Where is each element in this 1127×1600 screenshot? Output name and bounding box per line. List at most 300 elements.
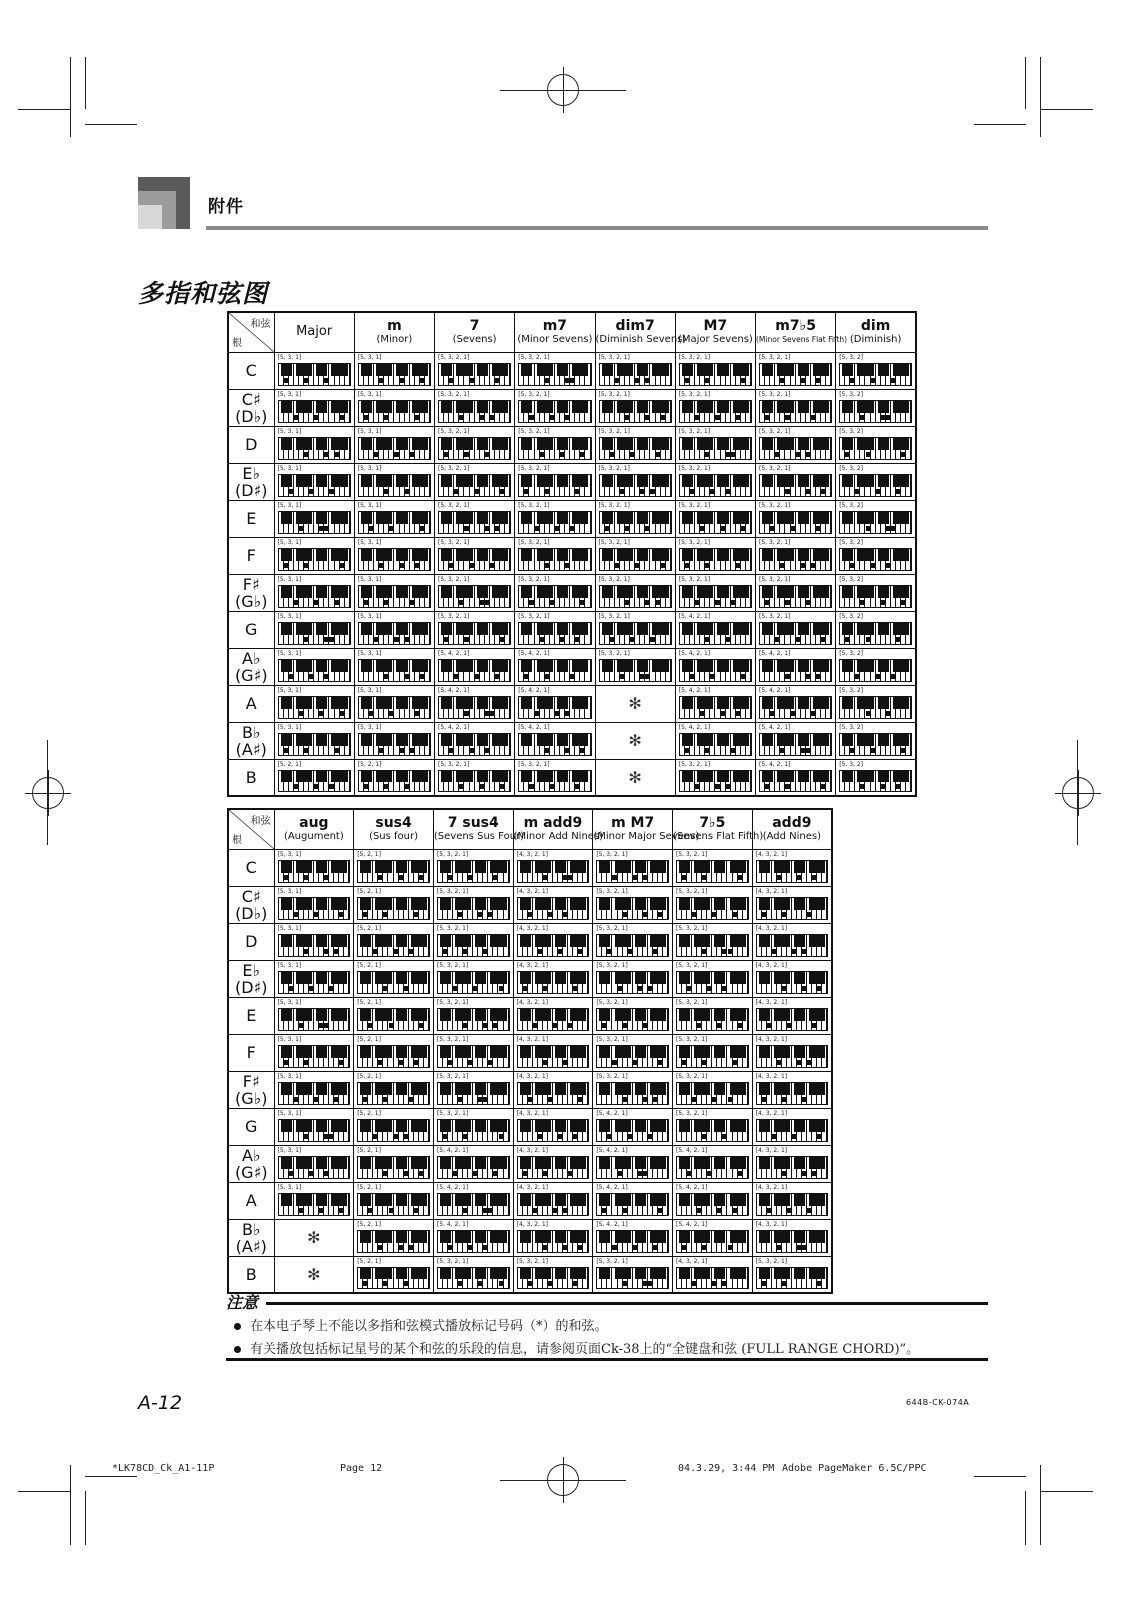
chord-cell (513, 1182, 593, 1219)
crop-mark (85, 57, 86, 109)
column-name: 7 (469, 318, 480, 335)
root-note (228, 759, 274, 796)
column-subtitle: (Add Nines) (762, 831, 822, 843)
keyboard-diagram-icon (599, 437, 672, 460)
chord-cell (675, 537, 755, 574)
fingering-label: [5, 3, 2, 1] (438, 612, 470, 620)
fingering-label: [5, 3, 2, 1] (676, 924, 708, 932)
column-name: m add9 (523, 815, 583, 832)
root-name: E (246, 1006, 257, 1025)
column-subtitle: (Augument) (283, 831, 344, 843)
keyboard-diagram-icon (358, 585, 431, 608)
chord-cell (433, 1182, 513, 1219)
keyboard-diagram-icon (756, 1156, 828, 1179)
keyboard-diagram-icon (518, 437, 591, 460)
chord-cell (354, 722, 434, 759)
chord-cell (593, 1034, 673, 1071)
fingering-label: [5, 3, 2, 1] (516, 1257, 549, 1265)
keyboard-diagram-icon (759, 548, 832, 571)
fingering-label: [5, 3, 1] (357, 538, 382, 546)
chord-cell (675, 463, 755, 500)
keyboard-diagram-icon (679, 770, 752, 793)
fingering-label: [4, 3, 2, 1] (516, 961, 549, 969)
keyboard-diagram-icon (676, 1119, 749, 1142)
fingering-label: [5, 3, 2] (839, 538, 864, 546)
fingering-label: [5, 3, 1] (277, 686, 302, 694)
keyboard-diagram-icon (278, 1045, 351, 1068)
chord-cell (756, 537, 836, 574)
fingering-label: [4, 3, 2, 1] (755, 998, 788, 1006)
column-subtitle: (Minor Sevens Flat Fifth) (756, 335, 848, 345)
chord-cell (752, 1071, 832, 1108)
chord-cell (752, 1182, 832, 1219)
column-name: Major (296, 324, 333, 340)
unavailable-star: ✻ (595, 685, 675, 722)
keyboard-diagram-icon (278, 437, 351, 460)
keyboard-diagram-icon (358, 363, 431, 386)
crop-mark (1025, 1491, 1026, 1545)
chord-cell (675, 722, 755, 759)
chord-cell (756, 463, 836, 500)
root-note (228, 426, 274, 463)
chord-cell (354, 389, 434, 426)
chord-cell (595, 574, 675, 611)
chord-cell (433, 997, 513, 1034)
chord-cell (673, 1071, 753, 1108)
chord-cell (433, 960, 513, 997)
keyboard-diagram-icon (599, 400, 672, 423)
column-header (435, 312, 515, 352)
keyboard-diagram-icon (759, 585, 832, 608)
keyboard-diagram-icon (357, 860, 430, 883)
chord-cell (435, 574, 515, 611)
fingering-label: [5, 3, 2, 1] (518, 612, 550, 620)
fingering-label: [5, 3, 2, 1] (676, 1035, 708, 1043)
chord-cell (836, 611, 916, 648)
fingering-label: [5, 2, 1] (357, 924, 381, 932)
column-header (274, 312, 354, 352)
chord-cell (595, 426, 675, 463)
keyboard-diagram-icon (517, 971, 590, 994)
keyboard-diagram-icon (759, 696, 832, 719)
keyboard-diagram-icon (518, 659, 591, 682)
keyboard-diagram-icon (759, 511, 832, 534)
keyboard-diagram-icon (517, 1267, 590, 1290)
keyboard-diagram-icon (759, 363, 832, 386)
chord-cell (673, 1256, 753, 1293)
keyboard-diagram-icon (679, 548, 752, 571)
keyboard-diagram-icon (676, 897, 749, 920)
keyboard-diagram-icon (278, 1119, 351, 1142)
fingering-label: [5, 3, 2] (839, 427, 864, 435)
fingering-label: [5, 3, 2] (839, 612, 864, 620)
fingering-label: [5, 3, 1] (277, 1183, 302, 1191)
root-name: C♯ (241, 389, 261, 409)
keyboard-diagram-icon (679, 437, 752, 460)
chord-cell (435, 537, 515, 574)
keyboard-diagram-icon (358, 733, 431, 756)
fingering-label: [5, 2, 1] (357, 1109, 381, 1117)
fingering-label: [5, 4, 2, 1] (759, 760, 791, 768)
root-alt-name: (G♯) (234, 665, 268, 685)
root-note (228, 997, 274, 1034)
header-row (228, 809, 832, 849)
keyboard-diagram-icon (599, 363, 672, 386)
chord-cell (274, 759, 354, 796)
root-note (228, 537, 274, 574)
keyboard-diagram-icon (679, 511, 752, 534)
chord-cell (354, 1219, 434, 1256)
column-subtitle: (Sevens Flat Fifth) (673, 831, 764, 843)
chord-cell (433, 849, 513, 886)
chord-cell (274, 849, 354, 886)
root-name: D (245, 932, 258, 951)
fingering-label: [5, 3, 1] (277, 850, 302, 858)
fingering-label: [5, 3, 2, 1] (755, 1257, 788, 1265)
chord-cell (752, 997, 832, 1034)
keyboard-diagram-icon (278, 860, 351, 883)
fingering-label: [5, 3, 2, 1] (678, 390, 711, 398)
keyboard-diagram-icon (596, 1193, 669, 1216)
chord-cell (433, 1071, 513, 1108)
chord-cell (593, 960, 673, 997)
chord-cell (752, 1145, 832, 1182)
chord-cell (354, 648, 434, 685)
root-name: G (245, 1117, 258, 1136)
fingering-label: [5, 3, 2, 1] (438, 464, 470, 472)
crop-mark (47, 740, 48, 845)
column-header (595, 312, 687, 352)
keyboard-diagram-icon (756, 897, 828, 920)
chord-cell (513, 923, 593, 960)
fingering-label: [5, 3, 2, 1] (678, 575, 711, 583)
slug-date: 04.3.29, 3:44 PM (678, 1463, 775, 1474)
fingering-label: [5, 4, 2, 1] (759, 723, 791, 731)
keyboard-diagram-icon (839, 696, 912, 719)
chord-cell (433, 1256, 513, 1293)
keyboard-diagram-icon (438, 696, 511, 719)
fingering-label: [5, 3, 2, 1] (596, 1072, 628, 1080)
chord-cell (354, 1071, 434, 1108)
keyboard-diagram-icon (278, 474, 351, 497)
fingering-label: [5, 2, 1] (357, 998, 381, 1006)
chord-cell (274, 1145, 354, 1182)
bullet-icon (234, 1323, 241, 1330)
keyboard-diagram-icon (518, 511, 591, 534)
chord-cell (433, 886, 513, 923)
root-note (228, 648, 274, 685)
keyboard-diagram-icon (756, 934, 828, 957)
fingering-label: [5, 3, 1] (277, 649, 302, 657)
keyboard-diagram-icon (357, 1082, 430, 1105)
chord-cell (274, 611, 354, 648)
fingering-label: [5, 2, 1] (357, 1072, 381, 1080)
chord-cell (756, 389, 836, 426)
chord-cell (595, 352, 675, 389)
chord-cell (354, 426, 434, 463)
fingering-label: [5, 4, 2, 1] (518, 649, 550, 657)
chord-cell (836, 537, 916, 574)
corner-root-label: 根 (232, 834, 242, 846)
root-note (228, 574, 274, 611)
chord-cell (673, 849, 753, 886)
keyboard-diagram-icon (518, 548, 591, 571)
keyboard-diagram-icon (278, 934, 351, 957)
chord-cell (756, 722, 836, 759)
unavailable-star: ✻ (274, 1256, 354, 1293)
column-header (673, 809, 764, 849)
fingering-label: [5, 3, 1] (277, 1146, 302, 1154)
table-row (228, 1108, 832, 1145)
column-header (515, 312, 595, 352)
keyboard-diagram-icon (756, 1193, 828, 1216)
column-header (513, 809, 604, 849)
chord-cell (354, 463, 434, 500)
fingering-label: [5, 3, 2, 1] (596, 961, 628, 969)
crop-mark (85, 124, 137, 125)
chord-cell (593, 1071, 673, 1108)
chord-cell (593, 886, 673, 923)
fingering-label: [5, 4, 2, 1] (518, 686, 550, 694)
fingering-label: [5, 3, 2, 1] (596, 1257, 628, 1265)
root-name: B (245, 767, 257, 787)
chord-cell (435, 611, 515, 648)
table-row (228, 648, 916, 685)
header-row (228, 312, 916, 352)
fingering-label: [5, 3, 2, 1] (598, 538, 630, 546)
keyboard-diagram-icon (278, 1193, 351, 1216)
keyboard-diagram-icon (278, 622, 351, 645)
chord-cell (274, 463, 354, 500)
fingering-label: [5, 3, 2, 1] (438, 501, 470, 509)
fingering-label: [5, 3, 2, 1] (596, 887, 628, 895)
fingering-label: [5, 4, 2, 1] (436, 1146, 469, 1154)
chord-cell (354, 574, 434, 611)
keyboard-diagram-icon (596, 1008, 669, 1031)
keyboard-diagram-icon (679, 474, 752, 497)
keyboard-diagram-icon (438, 733, 511, 756)
fingering-label: [5, 4, 2, 1] (436, 1183, 469, 1191)
chord-cell (756, 648, 836, 685)
keyboard-diagram-icon (357, 1230, 430, 1253)
crop-mark (70, 57, 71, 137)
chord-cell (756, 352, 836, 389)
keyboard-diagram-icon (596, 971, 669, 994)
chord-cell (274, 1034, 354, 1071)
crop-mark (1041, 1491, 1093, 1492)
fingering-label: [5, 4, 2, 1] (676, 1220, 708, 1228)
fingering-label: [4, 3, 2, 1] (516, 1072, 549, 1080)
keyboard-diagram-icon (438, 474, 511, 497)
crop-mark (18, 1491, 70, 1492)
keyboard-diagram-icon (357, 971, 430, 994)
chord-cell (354, 1182, 434, 1219)
keyboard-diagram-icon (278, 733, 351, 756)
root-note (228, 722, 274, 759)
fingering-label: [4, 3, 2, 1] (516, 1220, 549, 1228)
column-subtitle: (Sevens) (452, 334, 497, 346)
corner-chord-label: 和弦 (250, 816, 271, 827)
chord-cell (274, 685, 354, 722)
chord-cell (433, 1108, 513, 1145)
keyboard-diagram-icon (517, 934, 590, 957)
fingering-label: [5, 3, 2, 1] (678, 760, 711, 768)
chord-cell (675, 685, 755, 722)
fingering-label: [5, 3, 2, 1] (518, 390, 550, 398)
keyboard-diagram-icon (676, 1008, 749, 1031)
fingering-label: [5, 4, 2, 1] (676, 1183, 708, 1191)
table-row (228, 352, 916, 389)
fingering-label: [5, 3, 1] (277, 1109, 302, 1117)
keyboard-diagram-icon (839, 400, 912, 423)
chord-cell (675, 648, 755, 685)
chord-cell (274, 574, 354, 611)
column-subtitle: (Minor Sevens) (517, 334, 593, 346)
fingering-label: [5, 3, 2, 1] (676, 1072, 708, 1080)
root-name: E♭ (242, 463, 261, 483)
chord-cell (752, 1108, 832, 1145)
root-name: F (246, 1043, 256, 1062)
table-row (228, 849, 832, 886)
chord-cell (354, 500, 434, 537)
chord-cell (593, 997, 673, 1034)
keyboard-diagram-icon (518, 400, 591, 423)
keyboard-diagram-icon (599, 585, 672, 608)
chord-cell (354, 685, 434, 722)
crop-mark (974, 1476, 1026, 1477)
column-name: aug (299, 815, 329, 832)
chord-cell (673, 1034, 753, 1071)
column-subtitle: (Minor Major Sevens) (593, 831, 700, 843)
chord-cell (354, 1108, 434, 1145)
chord-cell (433, 923, 513, 960)
keyboard-diagram-icon (759, 474, 832, 497)
keyboard-diagram-icon (839, 474, 912, 497)
keyboard-diagram-icon (357, 1045, 430, 1068)
keyboard-diagram-icon (517, 897, 590, 920)
keyboard-diagram-icon (679, 659, 752, 682)
root-name: B♭ (241, 722, 261, 742)
column-name: m (387, 318, 402, 335)
chord-cell (435, 685, 515, 722)
fingering-label: [5, 3, 2, 1] (436, 961, 469, 969)
fingering-label: [5, 3, 2, 1] (598, 575, 630, 583)
fingering-label: [5, 3, 2, 1] (436, 1109, 469, 1117)
chord-cell (354, 537, 434, 574)
root-alt-name: (D♭) (235, 903, 268, 923)
keyboard-diagram-icon (676, 1156, 749, 1179)
fingering-label: [4, 3, 2, 1] (755, 850, 788, 858)
keyboard-diagram-icon (517, 1045, 590, 1068)
keyboard-diagram-icon (357, 1119, 430, 1142)
table-row (228, 1071, 832, 1108)
column-header (354, 809, 434, 849)
chord-cell (515, 500, 595, 537)
chord-cell (593, 1256, 673, 1293)
table-row (228, 1034, 832, 1071)
chord-cell (354, 849, 434, 886)
keyboard-diagram-icon (438, 622, 511, 645)
keyboard-diagram-icon (756, 1230, 828, 1253)
chord-cell (595, 648, 675, 685)
fingering-label: [5, 3, 2, 1] (759, 353, 791, 361)
chord-cell (752, 849, 832, 886)
column-name: add9 (772, 815, 812, 832)
fingering-label: [5, 3, 2, 1] (518, 760, 550, 768)
chord-cell (435, 759, 515, 796)
chord-cell (836, 759, 916, 796)
root-name: E♭ (242, 960, 261, 980)
chord-cell (593, 1182, 673, 1219)
root-note (228, 685, 274, 722)
column-header (433, 809, 525, 849)
chord-cell (435, 722, 515, 759)
chord-cell (836, 722, 916, 759)
chord-cell (515, 648, 595, 685)
keyboard-diagram-icon (596, 1230, 669, 1253)
fingering-label: [5, 3, 2, 1] (438, 575, 470, 583)
table-row (228, 611, 916, 648)
fingering-label: [5, 3, 2, 1] (596, 1035, 628, 1043)
keyboard-diagram-icon (357, 1267, 430, 1290)
keyboard-diagram-icon (437, 971, 510, 994)
chord-cell (756, 685, 836, 722)
keyboard-diagram-icon (756, 1267, 828, 1290)
keyboard-diagram-icon (599, 548, 672, 571)
root-name: D (245, 435, 258, 454)
fingering-label: [5, 3, 2, 1] (436, 1257, 469, 1265)
chord-cell (354, 997, 434, 1034)
keyboard-diagram-icon (839, 622, 912, 645)
chord-cell (433, 1034, 513, 1071)
page-title: 多指和弦图 (138, 279, 269, 308)
keyboard-diagram-icon (676, 934, 749, 957)
chord-cell (515, 389, 595, 426)
fingering-label: [5, 3, 2, 1] (759, 538, 791, 546)
crop-mark (1041, 109, 1093, 110)
fingering-label: [5, 2, 1] (357, 1220, 381, 1228)
keyboard-diagram-icon (278, 1156, 351, 1179)
table-row (228, 960, 832, 997)
crop-mark (70, 1465, 71, 1545)
fingering-label: [5, 2, 1] (357, 1146, 381, 1154)
fingering-label: [5, 3, 1] (277, 501, 302, 509)
chord-cell (433, 1219, 513, 1256)
fingering-label: [4, 3, 2, 1] (516, 1035, 549, 1043)
slug-file: *LK78CD_Ck_A1-11P (112, 1463, 215, 1474)
fingering-label: [5, 3, 2, 1] (436, 924, 469, 932)
fingering-label: [5, 3, 2] (839, 464, 864, 472)
column-name: m M7 (611, 815, 655, 832)
fingering-label: [5, 3, 2, 1] (596, 924, 628, 932)
fingering-label: [5, 2, 1] (357, 760, 382, 768)
fingering-label: [5, 4, 2, 1] (678, 649, 711, 657)
keyboard-diagram-icon (679, 400, 752, 423)
chord-cell (515, 426, 595, 463)
fingering-label: [5, 3, 1] (357, 390, 382, 398)
chord-cell (673, 960, 753, 997)
section-label: 附件 (208, 197, 244, 217)
chord-cell (274, 886, 354, 923)
chord-cell (752, 1219, 832, 1256)
chord-cell (756, 574, 836, 611)
keyboard-diagram-icon (357, 1156, 430, 1179)
crop-mark (1040, 57, 1041, 137)
chord-cell (435, 352, 515, 389)
column-header (593, 809, 700, 849)
column-header (675, 312, 755, 352)
fingering-label: [5, 3, 2, 1] (596, 850, 628, 858)
